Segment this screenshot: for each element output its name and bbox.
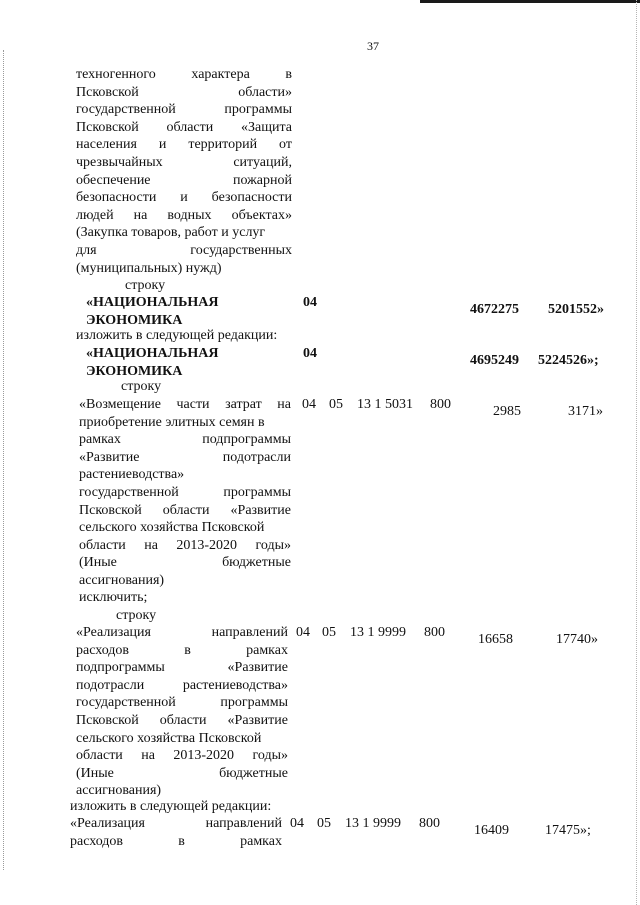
word: области» [238,84,292,100]
national-economy-new-value-2019: 4695249 [470,353,519,368]
word: Псковской [76,84,139,100]
directions-old-expense-type: 800 [424,625,445,640]
national-economy-new-section: 04 [303,346,317,361]
word: государственных [190,242,292,258]
word: государственной [79,484,179,500]
word: подотрасли [222,449,291,465]
word: рамках [79,432,121,448]
desc-line: (Закупка товаров, работ и услуг [76,225,266,241]
page-number: 37 [367,39,379,53]
desc-line [70,833,282,851]
desc-line: (муниципальных) нужд) [76,260,222,276]
directions-old-target-article: 13 1 9999 [350,625,406,640]
word: «Защита [240,119,292,135]
desc-line [79,396,291,414]
name-line: ЭКОНОМИКА [86,363,183,379]
row-intro-stroku: строку [125,278,166,293]
word: чрезвычайных [76,154,163,170]
word: (Иные [79,555,117,571]
desc-line: ассигнования) [79,572,165,588]
desc-line: ассигнования) [76,783,162,799]
elite-seeds-expense-type: 800 [430,397,451,412]
national-economy-new-value-2020: 5224526»; [538,353,599,368]
word: государственной [76,102,176,118]
desc-line [76,747,288,765]
word: части [176,397,210,412]
directions-new-target-article: 13 1 9999 [345,816,401,831]
national-economy-old-section: 04 [303,295,317,310]
word: объектах» [231,207,292,223]
desc-line [76,624,288,642]
desc-line [76,66,292,84]
word: расходов [76,642,130,658]
name-line: «НАЦИОНАЛЬНАЯ [86,295,219,310]
word: «Реализация [70,816,145,831]
word: Псковской [76,119,139,135]
word: «Реализация [76,625,151,640]
desc-line [79,484,291,502]
word: ситуаций, [233,154,292,170]
instruction-replace: изложить в следующей редакции: [76,328,278,343]
elite-seeds-value-2020: 3171» [568,404,603,419]
word: на [144,537,158,553]
desc-line [76,659,288,677]
desc-line [76,154,292,172]
desc-line [76,242,292,260]
instruction-exclude: исключить; [79,590,148,605]
directions-new-value-2020: 17475»; [545,823,591,838]
word: годы» [252,748,288,764]
desc-line [76,712,288,730]
desc-line [79,537,291,555]
word: бюджетные [222,555,291,571]
national-economy-old-name [86,294,218,329]
directions-old-description [76,624,288,800]
word: в [184,642,191,658]
word: подпрограммы [76,660,165,676]
row-intro-stroku: строку [116,608,157,623]
word: «Развитие [230,502,291,518]
word: рамках [246,642,288,658]
desc-line [76,119,292,137]
elite-seeds-subsection: 05 [329,397,343,412]
word: годы» [255,537,291,553]
national-economy-new-name [86,345,218,380]
desc-line [76,101,292,119]
desc-line [79,431,291,449]
word: «Развитие [79,449,140,465]
word: области [79,537,126,553]
instruction-replace: изложить в следующей редакции: [70,799,272,814]
elite-seeds-section: 04 [302,397,316,412]
word: на [277,397,291,412]
row-intro-stroku: строку [121,379,162,394]
word: и [158,137,167,153]
word: «Развитие [227,660,288,676]
word: области [162,502,210,518]
word: программы [220,695,288,711]
desc-line [76,172,292,190]
desc-line [76,765,288,783]
desc-line: сельского хозяйства Псковской [79,520,265,536]
national-economy-old-value-2019: 4672275 [470,302,519,317]
word: безопасности [211,190,292,206]
word: обеспечение [76,172,151,188]
directions-new-description [70,815,282,850]
directions-old-subsection: 05 [322,625,336,640]
word: характера [191,67,250,82]
word: государственной [76,695,176,711]
word: пожарной [232,172,292,188]
word: «Развитие [227,712,288,728]
word: в [178,833,185,849]
word: программы [224,102,292,118]
word: для [76,242,97,258]
word: территорий [188,137,258,153]
name-line: «НАЦИОНАЛЬНАЯ [86,346,219,361]
desc-line [76,642,288,660]
word: техногенного [76,67,156,82]
name-line: ЭКОНОМИКА [86,312,183,328]
word: «Возмещение [79,397,161,412]
word: подпрограммы [202,432,291,448]
desc-line: растениеводства» [79,467,185,483]
directions-new-expense-type: 800 [419,816,440,831]
word: водных [167,207,212,223]
word: населения [76,137,137,153]
scan-edge-top [420,0,640,3]
word: растениеводства» [182,677,288,693]
word: бюджетные [219,765,288,781]
desc-line [76,677,288,695]
word: области [76,748,123,764]
elite-seeds-target-article: 13 1 5031 [357,397,413,412]
word: 2013-2020 [176,537,238,553]
word: области [159,712,207,728]
word: расходов [70,833,124,849]
desc-line [76,207,292,225]
word: рамках [240,833,282,849]
word: от [279,137,292,153]
word: на [133,207,148,223]
desc-line [79,554,291,572]
desc-line: приобретение элитных семян в [79,414,265,430]
word: людей [76,207,114,223]
word: Псковской [79,502,142,518]
desc-line [79,502,291,520]
word: направлений [205,816,282,831]
desc-line [76,136,292,154]
word: области [166,119,214,135]
continued-row-description [76,66,292,277]
desc-line [76,189,292,207]
word: безопасности [76,190,157,206]
word: и [180,190,188,206]
directions-new-section: 04 [290,816,304,831]
word: направлений [211,625,288,640]
scan-edge-right [636,0,638,905]
desc-line [76,84,292,102]
desc-line [70,815,282,833]
directions-old-value-2019: 16658 [478,632,513,647]
national-economy-old-value-2020: 5201552» [548,302,604,317]
directions-new-value-2019: 16409 [474,823,509,838]
desc-line [79,449,291,467]
desc-line [76,694,288,712]
directions-old-section: 04 [296,625,310,640]
scan-edge-left [3,50,5,870]
word: затрат [225,397,262,412]
elite-seeds-value-2019: 2985 [493,404,521,419]
elite-seeds-description [79,396,291,590]
word: Псковской [76,712,139,728]
word: в [285,67,292,82]
directions-old-value-2020: 17740» [556,632,598,647]
word: программы [223,484,291,500]
word: (Иные [76,765,114,781]
word: на [141,748,155,764]
word: 2013-2020 [173,748,235,764]
word: подотрасли [76,677,145,693]
desc-line: сельского хозяйства Псковской [76,730,262,746]
directions-new-subsection: 05 [317,816,331,831]
